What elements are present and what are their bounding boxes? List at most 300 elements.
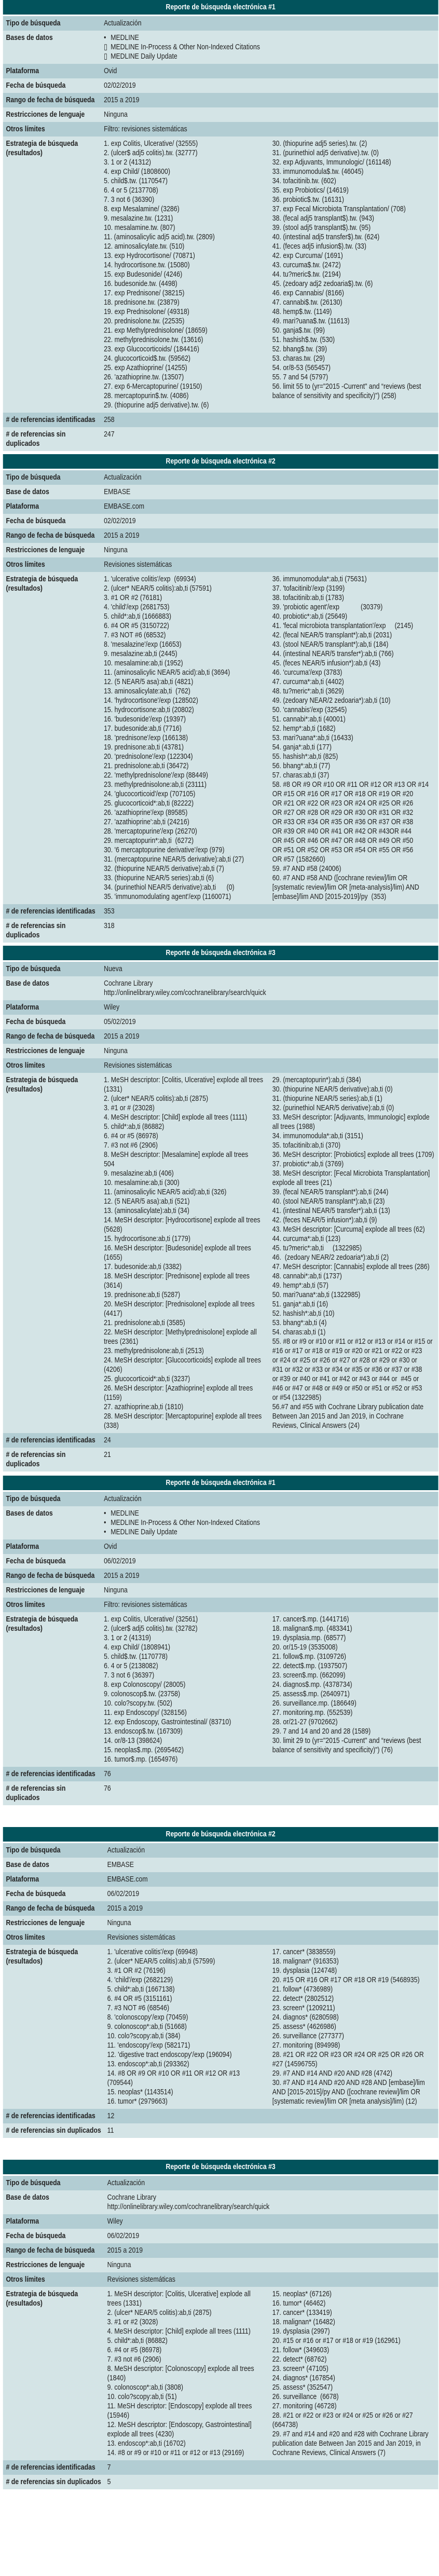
row-value: 5: [107, 2477, 111, 2486]
row-label: Base de datos: [6, 487, 49, 496]
report-title: Reporte de búsqueda electrónica #2: [3, 454, 438, 469]
database-item: [104, 1518, 438, 1528]
row-label: # de referencias sin duplicados: [6, 1450, 66, 1468]
row-label: Tipo de búsqueda: [6, 19, 61, 28]
strategy-step: 19. exp Prednisolone/ (49318): [104, 307, 189, 316]
strategy-step: 12. (5 NEAR/5 asa):ab,ti (4821): [104, 677, 194, 686]
row-value: 247: [104, 430, 115, 439]
strategy-step: 26. surveillance.mp. (186649): [272, 1699, 356, 1708]
row-value: Cochrane Library http://onlinelibrary.wiley.com/cochranelibrary/search/quick: [104, 979, 266, 997]
bullet-icon: •: [104, 1528, 106, 1536]
report-row: [3, 1569, 438, 1583]
row-value: Ninguna: [104, 1586, 128, 1594]
strategy-step: 50. mari?uana*:ab,ti (1322985): [272, 1290, 361, 1299]
strategy-step: 36. probiotic$.tw. (16131): [272, 195, 344, 204]
strategy-step-line: #16 or #17 or #18 or #19 or #20 or #21 or #22 or #23: [272, 1346, 422, 1355]
strategy-step: 38. (fecal adj5 transplant$).tw. (943): [272, 214, 375, 223]
strategy-step-line: 28. #21 or #22 or #23 or #24 or #25 or #26 or #27: [272, 2411, 413, 2420]
strategy-step-line: trees (1331): [107, 2299, 142, 2308]
strategy-step-line: 16. MeSH descriptor: [Budesonide] explode all trees: [104, 1244, 251, 1252]
report-row: [3, 1044, 438, 1058]
strategy-step: 32. (purinethiol NEAR/5 derivative):ab,ti (0): [272, 1103, 394, 1112]
row-value: Actualización: [104, 1494, 142, 1503]
row-value: 2015 a 2019: [104, 531, 140, 540]
report-row: [3, 1029, 438, 1044]
row-value: 318: [104, 921, 115, 930]
strategy-step: [104, 1300, 272, 1318]
strategy-step: [104, 1412, 272, 1430]
strategy-step-line: (3614): [104, 1281, 122, 1290]
row-value: 7: [107, 2463, 111, 2472]
strategy-step: 31. (mercaptopurine NEAR/5 derivative):ab,ti (27): [104, 855, 244, 864]
report-row: [3, 1887, 438, 1901]
strategy-step-line: #27 (14596755): [272, 2060, 318, 2068]
row-label: Fecha de búsqueda: [6, 1889, 66, 1898]
strategy-step: 46. (zedoary NEAR/2 zedoaria*):ab,ti (2): [272, 1253, 389, 1262]
strategy-step: 17. cancer* (3838559): [272, 1947, 336, 1956]
report-row: [3, 1598, 438, 1612]
strategy-step: 4. exp Child/ (1808600): [104, 167, 170, 176]
strategy-step: [272, 2411, 438, 2430]
strategy-step-line: [systematic review]/lim OR [meta analysis]/lim) (12): [272, 2097, 417, 2106]
strategy-step: 28. 'mercaptopurine'/exp (26270): [104, 827, 197, 836]
strategy-step-line: OR #39 OR #40 OR #41 OR #42 OR #43OR #44: [272, 827, 411, 836]
strategy-step: 47. curcuma*:ab,ti (4402): [272, 677, 344, 686]
strategy-step: [272, 1402, 438, 1430]
row-value: 21: [104, 1450, 111, 1459]
report-row: [3, 2287, 438, 2460]
strategy-step-line: 20. MeSH descriptor: [Prednisolone] explode all trees: [104, 1300, 255, 1309]
row-value: Actualización: [107, 2178, 145, 2187]
strategy-column-left: [107, 1947, 272, 2106]
strategy-step: 11. (aminosalicylic NEAR/5 acid):ab,ti (326): [104, 1188, 227, 1196]
strategy-step: 14. 'hydrocortisone'/exp (128502): [104, 696, 198, 705]
strategy-step: 51. ganja*:ab,ti (16): [272, 1300, 328, 1309]
report-row: [3, 543, 438, 557]
report-row: [3, 2272, 438, 2287]
strategy-step: [272, 2078, 438, 2106]
row-label: # de referencias sin duplicados: [6, 430, 66, 448]
row-label: Otros límites: [6, 1600, 45, 1609]
row-label: Otros límites: [6, 2275, 45, 2284]
row-value: 76: [104, 1769, 111, 1778]
strategy-step-line: or #54 (1322985): [272, 1393, 322, 1402]
search-report: [3, 454, 438, 943]
report-row: [3, 2243, 438, 2258]
strategy-step: 8. exp Colonoscopy/ (28005): [104, 1680, 186, 1689]
strategy-step: 2. (ulcer$ adj5 colitis).tw. (32782): [104, 1624, 198, 1633]
strategy-step: 53. bhang*:ab,ti (4): [272, 1318, 327, 1327]
strategy-step-line: OR #45 OR #46 OR #47 OR #48 OR #49 OR #50: [272, 836, 414, 845]
strategy-step-line: (664738): [272, 2420, 298, 2429]
strategy-step-line: 58. #8 OR #9 OR #10 OR #11 OR #12 OR #13 OR #14: [272, 780, 429, 789]
strategy-step: [272, 2050, 438, 2069]
strategy-step-line: (4417): [104, 1309, 122, 1318]
report-row: [3, 1015, 438, 1029]
strategy-step: 3. #1 OR #2 (76196): [107, 1966, 166, 1975]
strategy-step: 1. exp Colitis, Ulcerative/ (32561): [104, 1615, 198, 1624]
report-row: [3, 2123, 438, 2138]
strategy-step: 15. neoplas* (1143514): [107, 2088, 173, 2096]
strategy-step-line: 56.#7 and #55 with Cochrane Library publication date: [272, 1402, 424, 1411]
report-row: [3, 413, 438, 427]
strategy-step: 13. exp Hydrocortisone/ (70871): [104, 251, 195, 260]
strategy-step-line: (4206): [104, 1365, 122, 1374]
report-row: [3, 572, 438, 904]
strategy-step: 10. colo?scopy.tw. (502): [104, 1699, 172, 1708]
row-label: Tipo de búsqueda: [6, 964, 61, 973]
strategy-step: 59. #7 AND #58 (24006): [272, 864, 341, 873]
row-label: Base de datos: [6, 1860, 49, 1869]
strategy-step: 43. (stool NEAR/5 transplant*):ab,ti (184): [272, 640, 389, 649]
strategy-step: 55. 7 and 54 (5797): [272, 373, 328, 381]
row-label: Bases de datos: [6, 33, 53, 42]
strategy-step: 42. (fecal NEAR/5 transplant*):ab,ti (2031): [272, 631, 392, 639]
strategy-step: 7. #3 NOT #6 (68532): [104, 631, 166, 639]
strategy-step: 16. tumor$.mp. (1654976): [104, 1755, 178, 1764]
report-row: [3, 962, 438, 976]
strategy-step: [272, 1169, 438, 1188]
strategy-step: [104, 1150, 272, 1169]
row-label: Rango de fecha de búsqueda: [6, 1032, 95, 1041]
row-label: Restricciones de lenguaje: [6, 110, 85, 119]
search-strategy: [107, 1947, 438, 2106]
database-item: [104, 52, 438, 61]
strategy-step: 2. (ulcer* NEAR/5 colitis):ab,ti (2875): [104, 1094, 209, 1103]
strategy-step: 22. detect* (68762): [272, 2355, 327, 2364]
strategy-step: 56. bhang*:ab,ti (77): [272, 761, 331, 770]
strategy-step: 35. 'immunomodulating agent'/exp (1160071): [104, 892, 231, 901]
row-value: Ovid: [104, 1542, 117, 1551]
search-strategy: [104, 1075, 438, 1430]
row-label: Otros límites: [6, 560, 45, 569]
strategy-step: 33. (thiopurine NEAR/5 series):ab,ti (6): [104, 874, 214, 882]
row-label: Restricciones de lenguaje: [6, 1918, 85, 1927]
strategy-step: 23. exp Glucocorticoids/ (184416): [104, 345, 200, 353]
strategy-step: 51. hashish$.tw. (530): [272, 335, 335, 344]
strategy-step: 7. #3 not #6 (2906): [107, 2355, 161, 2364]
report-row: [3, 1492, 438, 1506]
row-value: Actualización: [104, 19, 142, 28]
strategy-step-line: Reviews, Clinical Answers (24): [272, 1421, 360, 1430]
strategy-step: 23. screen* (47105): [272, 2364, 328, 2373]
strategy-step: 30. (thiopurine NEAR/5 derivative):ab,ti (0): [272, 1085, 393, 1094]
report-row: [3, 1767, 438, 1781]
strategy-step: 15. neoplas* (67126): [272, 2289, 332, 2298]
strategy-step: 12. exp Endoscopy, Gastrointestinal/ (83710): [104, 1718, 231, 1726]
strategy-step: [104, 1272, 272, 1290]
strategy-step-line: balance of sensitivity and specificity)") (258): [272, 391, 396, 400]
row-label: Rango de fecha de búsqueda: [6, 531, 95, 540]
strategy-step: 7. 3 not 6 (36397): [104, 1671, 155, 1680]
strategy-step: 29. (thiopurine adj5 derivative).tw. (6): [104, 401, 209, 410]
row-value: Wiley: [104, 1003, 120, 1012]
strategy-step: 5. child$.tw. (1170778): [104, 1652, 168, 1661]
strategy-step: 5. child*:ab,ti (1666883): [104, 612, 171, 621]
report-row: [3, 2190, 438, 2214]
strategy-step: [107, 2289, 272, 2308]
row-label: Rango de fecha de búsqueda: [6, 2246, 95, 2255]
strategy-step: 45. (feces NEAR/5 infusion*):ab,ti (43): [272, 659, 381, 667]
row-value: EMBASE: [107, 1860, 134, 1869]
strategy-step: 52. bhang$.tw. (39): [272, 345, 327, 353]
strategy-step: [104, 1356, 272, 1374]
strategy-step: 19. dysplasia (124748): [272, 1966, 337, 1975]
strategy-step: 41. 'fecal microbiota transplantation'/exp (2145): [272, 621, 414, 630]
strategy-step: [104, 1328, 272, 1346]
strategy-step: 12. (5 NEAR/5 asa):ab,ti (521): [104, 1197, 190, 1206]
database-list: [104, 33, 438, 61]
strategy-step: 39. 'probiotic agent'/exp (30379): [272, 603, 383, 611]
strategy-step: 15. neoplas$.mp. (2695462): [104, 1746, 184, 1754]
strategy-step: 16. tumor* (2979663): [107, 2097, 168, 2106]
strategy-column-right: [272, 575, 438, 902]
report-row: [3, 2258, 438, 2272]
strategy-step: 7. #3 NOT #6 (68546): [107, 2003, 170, 2012]
row-label: # de referencias identificadas: [6, 1769, 95, 1778]
strategy-step: 55. hashish*:ab,ti (825): [272, 752, 338, 761]
strategy-step: 3. #1 OR #2 (76181): [104, 593, 162, 602]
search-report: [3, 0, 438, 451]
row-value: Revisiones sistemáticas: [107, 2275, 175, 2284]
report-row: [3, 1554, 438, 1569]
strategy-step-line: 1. MeSH descriptor: [Colitis, Ulcerative] explode all trees: [104, 1075, 264, 1084]
row-label: Fecha de búsqueda: [6, 1557, 66, 1565]
strategy-step-line: 56. limit 55 to (yr="2015 -Current" and “reviews (best: [272, 382, 421, 391]
strategy-step-line: 12. MeSH descriptor: [Endoscopy, Gastrointestinal]: [107, 2420, 252, 2429]
row-value: Revisiones sistemáticas: [107, 1933, 175, 1942]
strategy-step: 37. exp Fecal Microbiota Transplantation/ (708): [272, 205, 406, 213]
strategy-step: 12. 'digestive tract endoscopy'/exp (196094): [107, 2050, 232, 2059]
row-value: 2015 a 2019: [107, 2246, 143, 2255]
strategy-step-line: 18. MeSH descriptor: [Prednisone] explode all trees: [104, 1272, 250, 1280]
strategy-step: 19. dysplasia (2997): [272, 2327, 330, 2336]
strategy-step: 10. colo?scopy:ab,ti (384): [107, 2032, 181, 2040]
strategy-column-right: [272, 1947, 438, 2106]
bullet-icon: •: [104, 1518, 106, 1527]
report-row: [3, 137, 438, 413]
report-row: [3, 1448, 438, 1471]
strategy-step-line: (5628): [104, 1225, 122, 1234]
strategy-step: 34. tofacitinib.tw. (602): [272, 176, 336, 185]
strategy-step: 6. 4 or 5 (2137708): [104, 186, 158, 195]
strategy-step: 6. #4 or #5 (86978): [104, 1132, 158, 1140]
strategy-step: 14. or/8-13 (398624): [104, 1736, 162, 1745]
strategy-step: 36. immunomodula*:ab,ti (75631): [272, 575, 367, 583]
strategy-step: 21. follow$.mp. (3109726): [272, 1652, 347, 1661]
strategy-step: [104, 1075, 272, 1094]
strategy-step: 15. hydrocortisone:ab,ti (20802): [104, 705, 194, 714]
strategy-step: [104, 1216, 272, 1234]
strategy-step: 22. 'methylprednisolone'/exp (88449): [104, 771, 209, 780]
strategy-step: 14. hydrocortisone.tw. (15080): [104, 261, 190, 269]
strategy-step: 2. (ulcer* NEAR/5 colitis):ab,ti (57591): [104, 584, 212, 593]
row-value: 02/02/2019: [104, 81, 136, 90]
row-label: Otros límites: [6, 1061, 45, 1070]
report-row: [3, 107, 438, 122]
strategy-step: 9. colonoscop*:ab,ti (3808): [107, 2383, 183, 2392]
strategy-step: 44. curcuma*:ab,ti (123): [272, 1234, 341, 1243]
strategy-step: 6. #4 OR #5 (3151161): [107, 1994, 172, 2003]
strategy-step: 52. hashish*:ab,ti (10): [272, 1309, 335, 1318]
bullet-icon: •: [104, 1509, 106, 1518]
strategy-step: 9. mesalazine.tw. (1231): [104, 214, 173, 223]
strategy-step: 30. '6 mercaptopurine derivative'/exp (979): [104, 846, 225, 854]
strategy-step: 14. #8 or #9 or #10 or #11 or #12 or #13 (29169): [107, 2448, 244, 2457]
database-name: MEDLINE Daily Update: [111, 1528, 177, 1536]
strategy-step: 57. charas:ab,ti (37): [272, 771, 330, 780]
report-row: [3, 16, 438, 31]
row-value: 2015 a 2019: [104, 1571, 140, 1580]
search-strategy: [104, 1615, 438, 1764]
report-row: [3, 1930, 438, 1945]
strategy-step-line: OR #15 OR #16 OR #17 OR #18 OR #19 OR #20: [272, 789, 414, 798]
strategy-step: 25. exp Azathioprine/ (14255): [104, 363, 187, 372]
strategy-step: 30. (thiopurine adj5 series).tw. (2): [272, 139, 367, 148]
strategy-step-line: balance of sensitivity and specificity)") (76): [272, 1746, 393, 1754]
strategy-step: 13. aminosalicylate:ab,ti (762): [104, 687, 190, 696]
strategy-step: 50. ganja$.tw. (99): [272, 326, 325, 335]
strategy-step-line: OR #21 OR #22 OR #23 OR #24 OR #25 OR #26: [272, 799, 414, 808]
strategy-step: 24. diagnos* (167854): [272, 2374, 335, 2382]
database-name: MEDLINE In-Process & Other Non-Indexed Citations: [111, 1518, 260, 1527]
strategy-step: 20. #15 OR #16 OR #17 OR #18 OR #19 (5468935): [272, 1975, 420, 1984]
strategy-step: 37. 'tofacitinib'/exp (3199): [272, 584, 345, 593]
strategy-step: 15. hydrocortisone:ab,ti (1779): [104, 1234, 190, 1243]
row-value: Cochrane Library http://onlinelibrary.wiley.com/cochranelibrary/search/quick: [107, 2193, 270, 2211]
strategy-step: 40. (intestinal adj5 transfer$).tw. (624): [272, 233, 380, 241]
search-report: [3, 1827, 438, 2138]
strategy-step-line: [embase]/lim AND [2015-2019]/py (353): [272, 892, 387, 901]
row-label: # de referencias sin duplicados: [6, 2477, 101, 2486]
row-label: Fecha de búsqueda: [6, 1017, 66, 1026]
report-row: [3, 2475, 438, 2489]
row-label: # de referencias identificadas: [6, 415, 95, 424]
report-title: Reporte de búsqueda electrónica #1: [3, 0, 438, 15]
strategy-step: 32. exp Adjuvants, Immunologic/ (161148): [272, 158, 391, 167]
strategy-step-line: 28. #21 OR #22 OR #23 OR #24 OR #25 OR #26 OR: [272, 2050, 424, 2059]
strategy-step: [272, 382, 438, 401]
strategy-step: 34. (purinethiol NEAR/5 derivative):ab,ti (0): [104, 883, 235, 892]
strategy-step: 21. follow* (4736989): [272, 1985, 333, 1994]
strategy-step: 29. (mercaptopurin*):ab,ti (384): [272, 1075, 361, 1084]
strategy-step-line: (709544): [107, 2078, 133, 2087]
row-label: Otros límites: [6, 1933, 45, 1942]
strategy-step: 18. 'prednisone'/exp (166138): [104, 733, 188, 742]
strategy-step: 35. exp Probiotics/ (14619): [272, 186, 349, 195]
strategy-step: 5. child*:ab,ti (86882): [104, 1122, 164, 1131]
strategy-step: 22. detect* (2802512): [272, 1994, 334, 2003]
database-item: [104, 43, 438, 52]
strategy-column-right: [272, 1615, 438, 1764]
strategy-step: 10. mesalamine.tw. (807): [104, 223, 175, 232]
strategy-step: 23. screen$.mp. (662099): [272, 1671, 346, 1680]
strategy-step: 45. (zedoary adj2 zedoaria$).tw. (6): [272, 279, 373, 288]
strategy-column-left: [104, 575, 272, 902]
strategy-step: [107, 2069, 272, 2088]
report-row: [3, 1058, 438, 1073]
strategy-step-line: (1331): [104, 1085, 122, 1094]
report-row: [3, 2176, 438, 2190]
strategy-step: 24. glucocorticoid$.tw. (59562): [104, 354, 190, 363]
strategy-step: [272, 1113, 438, 1132]
strategy-step: 8. 'mesalazine'/exp (16653): [104, 640, 182, 649]
report-row: [3, 485, 438, 499]
database-name: MEDLINE: [111, 33, 139, 42]
strategy-step: 42. (feces NEAR/5 infusion*):ab,ti (9): [272, 1216, 377, 1224]
strategy-step: 1. 'ulcerative colitis'/exp (69948): [107, 1947, 198, 1956]
row-value: Wiley: [107, 2217, 123, 2226]
row-value: 12: [107, 2111, 115, 2120]
search-report: [3, 2160, 438, 2489]
strategy-step-line: explode all trees (21): [272, 1178, 332, 1187]
strategy-step: [104, 1384, 272, 1402]
strategy-step-line: Cochrane Reviews, Clinical Answers (7): [272, 2448, 386, 2457]
strategy-step: 3. 1 or 2 (41312): [104, 158, 152, 167]
strategy-step: 16. tumor* (46462): [272, 2299, 326, 2308]
strategy-step: 24. diagnos* (6280598): [272, 2013, 339, 2022]
report-row: [3, 470, 438, 485]
strategy-step: 2. (ulcer$ adj5 colitis).tw. (32777): [104, 148, 198, 157]
row-label: Estrategia de búsqueda (resultados): [6, 1947, 78, 1966]
report-row: [3, 93, 438, 107]
strategy-step: 17. cancer* (133419): [272, 2308, 332, 2317]
report-row: [3, 976, 438, 1000]
strategy-step: [272, 780, 438, 864]
strategy-step: 24. diagnos$.mp. (4378734): [272, 1680, 352, 1689]
strategy-step: 27. monitoring (46728): [272, 2402, 337, 2410]
row-value: Filtro: revisiones sistemáticas: [104, 125, 187, 133]
strategy-step: 48. cannabi*:ab,ti (1737): [272, 1272, 342, 1280]
row-label: Base de datos: [6, 979, 49, 988]
strategy-step-line: (1655): [104, 1253, 122, 1262]
strategy-step: 29. mercaptopurin*:ab,ti (6272): [104, 836, 194, 845]
strategy-step: 39. (fecal NEAR/5 transplant*):ab,ti (244): [272, 1188, 389, 1196]
strategy-column-left: [104, 139, 272, 410]
strategy-step-line: 28. MeSH descriptor: [Mercaptopurine] explode all trees: [104, 1412, 262, 1421]
report-row: [3, 1781, 438, 1805]
row-value: Ninguna: [107, 1918, 131, 1927]
strategy-step: 32. (thiopurine NEAR/5 derivative):ab,ti (7): [104, 864, 224, 873]
row-label: Restricciones de lenguaje: [6, 546, 85, 554]
strategy-column-right: [272, 139, 438, 410]
strategy-step: 38. tofacitinib:ab,ti (1783): [272, 593, 344, 602]
row-label: Tipo de búsqueda: [6, 1494, 61, 1503]
strategy-step-line: 26. MeSH descriptor: [Azathioprine] explode all trees: [104, 1384, 253, 1393]
row-label: # de referencias sin duplicados: [6, 1784, 66, 1802]
strategy-step: 21. prednisolone:ab,ti (36472): [104, 761, 189, 770]
strategy-step: 28. mercaptopurin$.tw. (4086): [104, 391, 189, 400]
strategy-step: 54. charas:ab,ti (1): [272, 1328, 326, 1337]
row-value: Ninguna: [104, 1046, 128, 1055]
search-strategy: [107, 2289, 438, 2458]
report-row: [3, 1539, 438, 1554]
strategy-step: 6. 4 or 5 (2138082): [104, 1661, 158, 1670]
row-value: EMBASE.com: [107, 1875, 148, 1884]
row-label: Tipo de búsqueda: [6, 473, 61, 482]
report-row: [3, 1945, 438, 2109]
strategy-step: [272, 1736, 438, 1755]
strategy-step: 9. mesalazine:ab,ti (2445): [104, 649, 177, 658]
strategy-step: 27. monitoring (894998): [272, 2041, 340, 2050]
strategy-step: 17. budesonide:ab,ti (7716): [104, 724, 182, 733]
row-label: Plataforma: [6, 2217, 39, 2226]
strategy-step: 25. assess$.mp. (2640971): [272, 1689, 350, 1698]
strategy-step: 25. assess* (4626986): [272, 2022, 336, 2031]
strategy-step: 46. exp Cannabis/ (8166): [272, 289, 344, 297]
report-title: Reporte de búsqueda electrónica #3: [3, 2160, 438, 2174]
strategy-step: 18. prednisone.tw. (23879): [104, 298, 180, 307]
